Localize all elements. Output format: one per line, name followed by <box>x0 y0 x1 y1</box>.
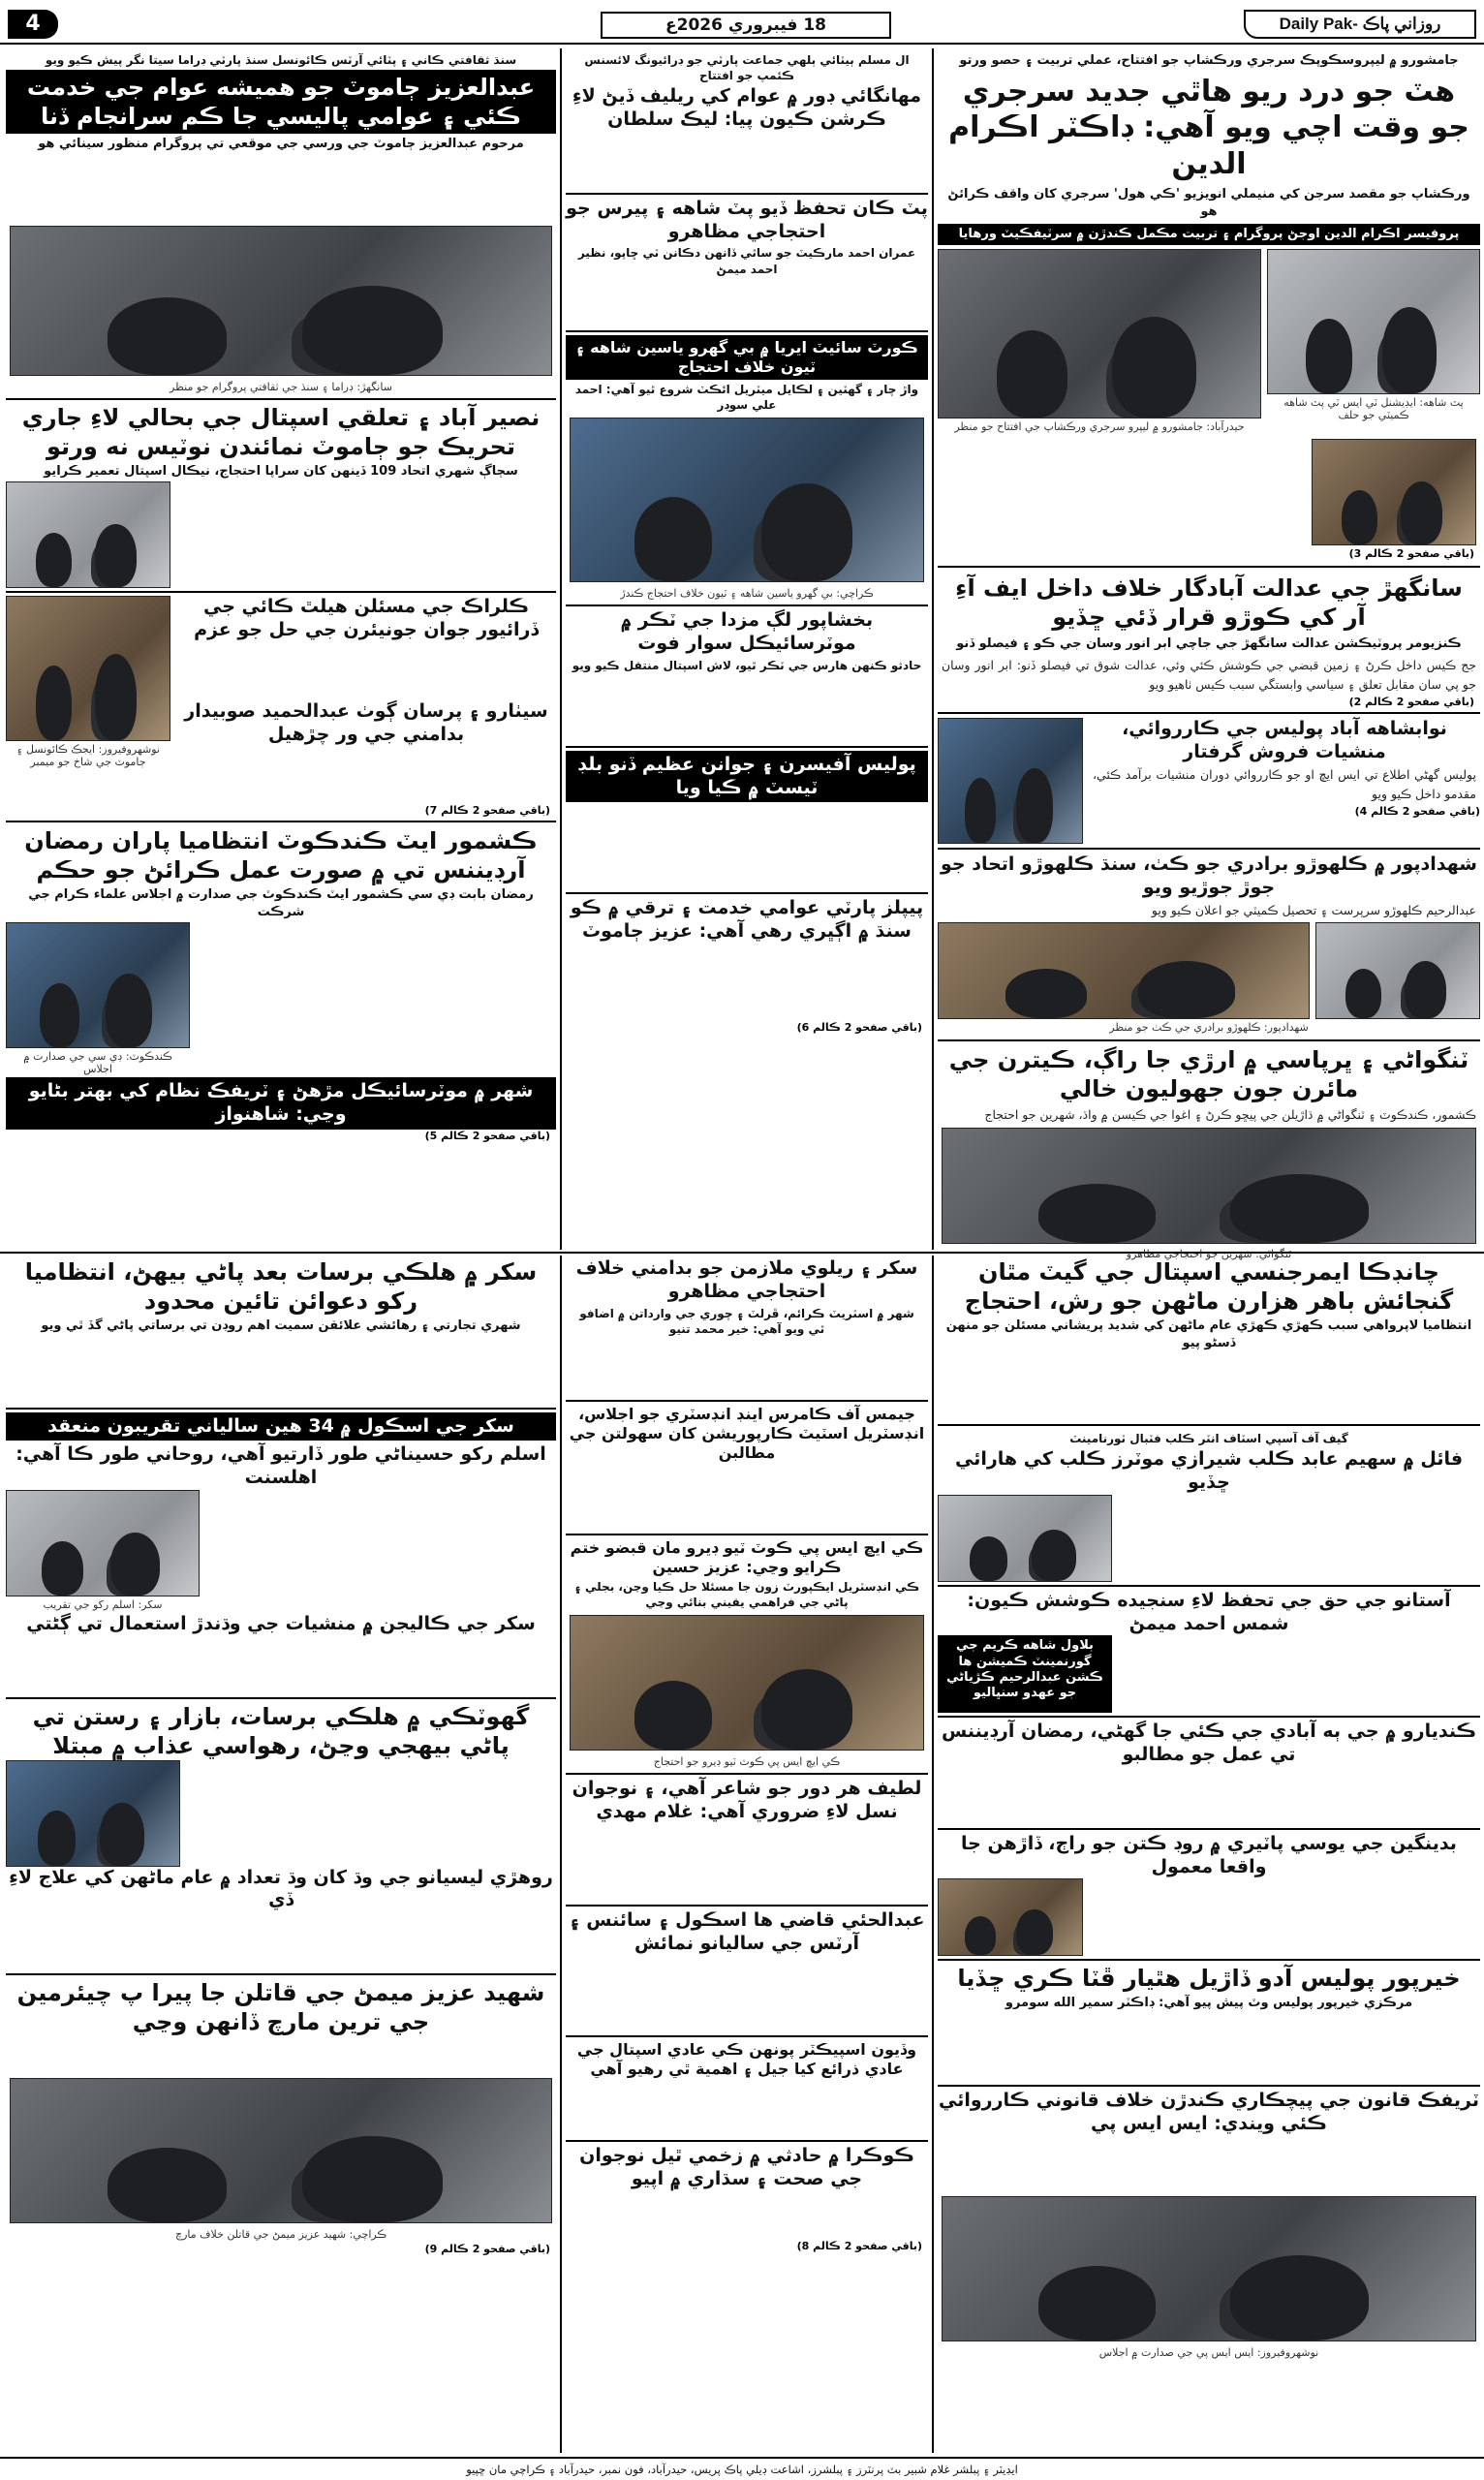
photo-caption: نوشهروفيروز: ايس ايس پي جي صدارت ۾ اجلاس <box>1098 2346 1319 2360</box>
photo-caption: نوشهروفيروز: ايجڪ ڪائونسل ۽ ڄاموٽ جي شاخ جو ميمبر <box>16 743 160 769</box>
story-headline: سکر ۾ هلڪي برسات بعد پاڻي بيهڻ، انتظاميا رکو دعوائن تائين محدود <box>24 1258 538 1315</box>
news-photo <box>6 1490 200 1596</box>
bottom-middle-column <box>566 1257 928 2430</box>
photo-caption: پٽ شاهه: ايڊيشنل ٽي ايس ٽي پٽ شاهه ڪميٽي جو حلف <box>1283 395 1464 421</box>
story-body-placeholder <box>938 1767 1480 1825</box>
column-rule <box>560 1256 562 2453</box>
story-body-placeholder <box>1118 1635 1480 1713</box>
story-body-placeholder <box>566 944 928 1021</box>
story-body-placeholder <box>176 642 556 700</box>
continuation-note: (باقي صفحو 2 ڪالم 8) <box>796 2239 922 2252</box>
photo-caption: ٽنگواڻي: شهرين جو احتجاجي مظاهرو <box>1126 1248 1292 1261</box>
story-headline: بخشاپور لڳ مزدا جي ٽڪر ۾ موٽرسائيڪل سوار فوت <box>620 609 874 654</box>
story-body-placeholder <box>176 481 556 588</box>
bottom-right-column <box>938 1257 1480 2430</box>
story-headline: فائل ۾ سهيم عابد ڪلب شيرازي موٽرز ڪلب کي هارائي ڇڏيو <box>954 1448 1464 1494</box>
news-photo <box>938 718 1083 844</box>
story-headline: نصير آباد ۽ تعلقي اسپتال جي بحالي لاءِ جاري تحريڪ جو ڄاموٽ نمائندن نوٽيس نه ورتو <box>21 403 541 460</box>
story-headline: اسلم رکو حسيناڻي طور ڏارتيو آهي، روحاني طور ڪا آهي: اهلسنت <box>15 1443 546 1489</box>
story-body-placeholder <box>566 675 928 743</box>
boxed-notice: بلاول شاهه ڪريم جي گورنمينٽ ڪميشن ها ڪشن عبدالرحيم ڪڙياڻي جو عهدو سنڀاليو <box>938 1635 1112 1713</box>
story-kicker: ال مسلم ٻيٽائي ٻلهي جماعت پارٽي جو ڊرائيونگ لائسنس ڪئمپ جو افتتاح <box>584 53 910 83</box>
photo-caption: شهدادپور: ڪلهوڙو برادري جي ڪٺ جو منظر <box>1109 1020 1309 1034</box>
story-subheading: واڙ چار ۽ گهٽين ۽ لڪايل ميٽريل ائڪٽ شروع ٿيو آهي: احمد علي سوڊر <box>574 382 919 412</box>
photo-caption: سکر: اسلم رکو جي تقريب <box>43 1597 163 1611</box>
story-subheading: شهر ۾ اسٽريٽ ڪرائم، ڦرلٽ ۽ چوري جي وارداتن ۾ اضافو ٿي ويو آهي: خير محمد تنيو <box>579 1306 914 1336</box>
issue-date: 18 فيبروري 2026ع <box>601 12 891 39</box>
story-headline: پيپلز پارٽي عوامي خدمت ۽ ترقي ۾ ڪو سنڌ ۾ اڳڀري رهي آهي: عزيز ڄاموٽ <box>570 897 924 943</box>
story-subheading: شهري تجارتي ۽ رهائشي علائقن سميت اهم روڊن تي برساتي پاڻي گڏ ٿي ويو <box>41 1318 521 1333</box>
story-headline: وڏيون اسپيڪٽر پونهن ڪي عادي اسپتال جي عادي ذرائع کيا جيل ۽ اهمية ٿي رهيو آهي <box>576 2040 917 2079</box>
story-subheading: مرڪزي خيرپور پوليس وٽ پيش پيو آهي: ڊاڪٽر سمير الله سومرو <box>1005 1996 1413 2011</box>
story-headline: گهوٽڪي ۾ هلڪي برسات، بازار ۽ رستن تي پاڻي بيهجي وڃڻ، رهواسي عذاب ۾ مبتلا <box>32 1702 530 1759</box>
story-subheading: ڪنزيومر پروٽيڪشن عدالت سانگهڙ جي جاچي ابر انور وسان جي ڪو ۽ فيصلو ڏنو <box>956 636 1462 651</box>
column-rule <box>932 48 934 1250</box>
story-body-placeholder <box>6 155 556 223</box>
news-photo <box>938 922 1310 1019</box>
news-photo <box>10 226 552 376</box>
lead-headline: عبدالعزيز ڄاموٽ جو هميشه عوام جي خدمت ڪئي ۽ عوامي پاليسي جا ڪم سرانجام ڏنا <box>6 70 556 134</box>
story-body-placeholder <box>566 802 928 889</box>
story-body-placeholder <box>205 1490 556 1606</box>
top-left-column <box>6 50 556 1250</box>
continuation-note: (باقي صفحو 2 ڪالم 7) <box>424 804 550 818</box>
news-photo <box>570 418 924 582</box>
top-right-column <box>938 50 1480 1261</box>
story-body-placeholder <box>938 2014 1480 2082</box>
story-headline: عبدالحئي قاضي ها اسڪول ۽ سائنس ۽ آرٽس جي ساليانو نمائش <box>569 1908 925 1954</box>
continuation-note: (باقي صفحو 2 ڪالم 3) <box>1348 546 1474 560</box>
story-body-placeholder <box>938 2135 1480 2193</box>
story-headline: لطيف هر دور جو شاعر آهي، ۽ نوجوان نسل لاءِ ضروري آهي: غلام مهدي <box>572 1778 922 1822</box>
news-photo <box>6 481 170 588</box>
story-headline: ٽنگواڻي ۽ ڀرپاسي ۾ ارڙي جا راڳ، ڪيترن جي مائرن جون جهوليون خالي <box>948 1045 1469 1102</box>
story-subheading: رمضان بابت ڊي سي ڪشمور ايٽ ڪندڪوٽ جي صدارت ۾ اجلاس علماء ڪرام جي شرڪت <box>28 887 534 919</box>
story-headline: مهانگائي ڊور ۾ عوام کي ريليف ڏيڻ لاءِ ڪرشن ڪيون پيا: ليڪ سلطان <box>572 85 922 131</box>
continuation-note: (باقي صفحو 2 ڪالم 2) <box>1348 695 1474 708</box>
top-middle-column <box>566 50 928 1250</box>
story-headline: سکر جي ڪاليجن ۾ منشيات جي وڌندڙ استعمال تي ڳڻتي <box>26 1612 536 1634</box>
continuation-note: (باقي صفحو 2 ڪالم 6) <box>796 1020 922 1034</box>
story-headline: بدينگين جي يوسي پاٽيري ۾ روڊ ڪتن جو راڄ، ڏاڙهن جا واقعا معمول <box>961 1832 1457 1877</box>
photo-caption: ڪراچي: بي گهرو ياسين شاهه ۽ ٽيون خلاف احتجاج ڪندڙ <box>620 587 874 601</box>
story-body-placeholder <box>1089 1878 1480 1956</box>
news-photo <box>938 1495 1112 1582</box>
photo-caption: سانگهڙ: ڊراما ۽ سنڌ جي ثقافتي پروگرام جو منظر <box>170 380 392 393</box>
story-body-placeholder <box>196 922 556 1068</box>
lead-headline: هٽ جو درد ريو هاٿي جديد سرجري جو وقت اچي ويو آهي: ڊاڪٽر اڪرام الدين <box>948 74 1469 181</box>
story-headline: سيٺارو ۽ پرسان ڳوٺ عبدالحميد صوبيدار بدامني جي ور چڙهيل <box>184 699 548 745</box>
story-headline: ڪلراڪ جي مسئلن هيلٿ ڪائي جي ڏرائيور جوان جونيئرن جي حل جو عزم <box>194 596 539 641</box>
story-body-placeholder <box>566 1955 928 2032</box>
paper-name: روزاني پاڪ -Daily Pak <box>1244 10 1476 39</box>
imprint-footer: ايڊيٽر ۽ پبلشر غلام شبير بٽ پرنٽرز ۽ پبلشرز، اشاعت ڊيلي پاڪ پريس، حيدرآباد، فون نمبر، حيدرآباد ۽ ڪراچي مان ڇپيو <box>0 2457 1484 2480</box>
story-body-placeholder <box>566 132 928 190</box>
news-photo <box>6 922 190 1048</box>
story-headline: سانگهڙ جي عدالت آبادگار خلاف داخل ايف آءِ آر کي ڪوڙو قرار ڏئي ڇڏيو <box>955 574 1463 631</box>
masthead <box>0 0 1484 45</box>
column-rule <box>560 48 562 1250</box>
column-rule <box>932 1256 934 2453</box>
story-headline: خيرپور پوليس آدو ڏاڙيل هٿيار ڦٽا ڪري ڇڏيا <box>957 1965 1461 1993</box>
story-kicker: گيف آف آسپي اسٽاف انٽر ڪلب فٽبال ٽورنامينٽ <box>1069 1432 1348 1446</box>
story-body: ڪشمور، ڪندڪوٽ ۽ ٽنگواڻي ۾ ڌاڙيلن جي پيڇو ڪرڻ ۽ اغوا جي ڪيسن ۾ واڌ، شهرين جو احتجاج <box>984 1106 1476 1122</box>
story-body-placeholder <box>566 2079 928 2137</box>
story-body-placeholder <box>176 746 556 804</box>
story-headline: شهدادپور ۾ ڪلهوڙو برادري جو ڪٺ، سنڌ ڪلهوڙو اتحاد جو جوڙ جوڙيو ويو <box>941 852 1477 898</box>
news-photo <box>10 2078 552 2223</box>
story-headline: سکر جي اسڪول ۾ 34 هين سالياني تقريبون منعقد <box>6 1412 556 1442</box>
story-subheading: ورڪشاپ جو مقصد سرجن کي منيملي انويزيو 'ڪي هول' سرجري کان واقف ڪرائڻ هو <box>947 187 1470 219</box>
story-body: جج ڪيس داخل ڪرڻ ۽ زمين قبضي جي ڪوشش ڪئي وئي، عدالت شوق تي فيصلو ڏنو: ابر انور وسان جو پي سان مقابل تعلق ۽ سياسي وابستگي سبب ڪيس ٺاهيو ويو <box>942 658 1476 692</box>
story-body-placeholder <box>6 1337 556 1405</box>
photo-caption: حيدرآباد: جامشورو ۾ ليپرو سرجري ورڪشاپ جي افتتاح جو منظر <box>954 419 1245 433</box>
story-body-placeholder <box>6 1912 556 1970</box>
story-subheading: حادثو ڪنهن هارس جي ٽڪر ٿيو، لاش اسپتال منتقل ڪيو ويو <box>572 658 922 672</box>
story-body-placeholder <box>566 279 928 327</box>
story-headline: چانڊڪا ايمرجنسي اسپتال جي گيٽ مٿان گنجائش باهر هزارن ماڻهن جو رش، احتجاج <box>964 1258 1454 1315</box>
story-headline: روهڙي ليسيانو جي وڌ کان وڌ تعداد ۾ عام ماڻهن کي علاج لاءِ ڏي <box>9 1866 553 1911</box>
story-body-placeholder <box>566 1339 928 1397</box>
story-headline: شهر ۾ موٽرسائيڪل مڙهڻ ۽ ٽريفڪ نظام کي بهتر بڻايو وڃي: شاهنواز <box>6 1077 556 1130</box>
news-photo <box>1267 249 1480 394</box>
story-headline: ڪي ايڇ ايس پي ڪوٽ ٽيو ڊيرو مان قبضو ختم ڪرايو وڃي: عزيز حسين <box>570 1537 924 1576</box>
story-headline: پوليس آفيسرن ۽ جوانن عظيم ڏنو بلڊ ٽيسٽ ۾ ڪيا ويا <box>566 751 928 803</box>
story-kicker: جامشورو ۾ ليپروسڪوپڪ سرجري ورڪشاپ جو افتتاح، عملي تربيت ۽ حصو ورتو <box>959 53 1459 68</box>
news-photo <box>1315 922 1480 1019</box>
story-body-placeholder <box>1118 1495 1480 1582</box>
story-kicker: سنڌ ثقافتي ڪاني ۽ پٽائي آرٽس ڪائونسل سنڌ پارٽي ڊراما سيتا نگر پيش ڪيو ويو <box>45 53 517 67</box>
story-body-placeholder <box>6 2036 556 2075</box>
story-subheading: سڄاڳ شهري اتحاد 109 ڏينهن کان سراپا احتجاج، نيڪال اسپتال تعمير ڪرايو <box>44 463 518 479</box>
story-headline: شهيد عزيز ميمڻ جي قاتلن جا پيرا پ چيئرمين جي ترين مارچ ڏانهن وڃي <box>16 1979 545 2036</box>
page-number: 4 <box>8 10 58 39</box>
story-body-placeholder <box>6 1636 556 1694</box>
story-body-placeholder <box>566 2191 928 2240</box>
bottom-left-column <box>6 1257 556 2430</box>
story-body: عبدالرحيم ڪلهوڙو سرپرست ۽ تحصيل ڪميٽي جو اعلان ڪيو ويو <box>1151 903 1476 918</box>
story-headline: ڪشمور ايٽ ڪندڪوٽ انتظاميا پاران رمضان آرڊيننس تي ۾ صورت عمل ڪرائڻ جو حڪم <box>24 827 538 884</box>
story-headline: سکر ۽ ريلوي ملازمن جو بدامني خلاف احتجاجي مظاهرو <box>575 1257 918 1302</box>
story-body: پوليس گهڻي اطلاع تي ايس ايڇ او جو ڪارروائي دوران منشيات برآمد ڪئي، مقدمو داخل ڪيو ويو <box>1093 767 1476 801</box>
story-subheading-boxed: پروفيسر اڪرام الدين اوجڻ پروگرام ۽ تربيت مڪمل ڪندڙن ۾ سرٽيفڪيٽ ورهايا <box>938 224 1480 245</box>
story-headline: ڪوڪرا ۾ حادثي ۾ زخمي ٿيل نوجوان جي صحت ۽ سڌاري ۾ اپيو <box>579 2145 914 2189</box>
photo-caption: ڪندڪوٽ: ڊي سي جي صدارت ۾ اجلاس <box>23 1050 172 1076</box>
photo-caption: ڪراچي: شهيد عزيز ميمڻ جي قاتلن خلاف مارچ <box>175 2228 386 2242</box>
story-subheading: مرحوم عبدالعزيز ڄاموٽ جي ورسي جي موقعي تي پروگرام منظور سينائي هو <box>38 137 524 152</box>
news-photo <box>938 1878 1083 1956</box>
story-headline: پٽ ڪان تحفظ ڏيو پٽ شاهه ۽ پيرس جو احتجاجي مظاهرو <box>566 197 928 242</box>
story-headline: آستانو جي حق جي تحفظ لاءِ سنجيده ڪوشش ڪيون: شمس احمد ميمڻ <box>967 1589 1451 1634</box>
continuation-note: (باقي صفحو 2 ڪالم 4) <box>1354 805 1480 819</box>
story-headline: جيمس آف ڪامرس اينڊ انڊسٽري جو اجلاس، انڊسٽريل اسٽيٽ ڪارپوريشن کان سهولتن جي مطالبن <box>569 1404 925 1462</box>
story-body-placeholder <box>566 1463 928 1531</box>
news-photo <box>6 1760 180 1867</box>
story-subheading: ڪي انڊسٽريل ايڪپورٽ زون جا مسئلا حل ڪيا وڃن، بجلي ۽ پاڻي جي فراهمي يقيني بنائي وڃي <box>573 1579 920 1610</box>
news-photo <box>1312 439 1476 545</box>
news-photo <box>938 249 1261 418</box>
story-subheading: انتظاميا لاپرواهي سبب ڪهڙي ڪهڙي عام ماڻهن کي شديد پريشاني مسئلن جو منهن ڏسڻو پيو <box>945 1318 1472 1350</box>
news-photo <box>6 596 170 741</box>
story-headline: ٽريفڪ قانون جي پيچڪاري ڪندڙن خلاف قانوني ڪارروائي ڪئي ويندي: ايس ايس پي <box>939 2089 1479 2134</box>
photo-caption: ڪي ايڇ ايس پي ڪوٽ ٽيو ڊيرو جو احتجاج <box>653 1755 841 1769</box>
story-headline: ڪنديارو ۾ جي ٻه آبادي جي ڪئي جا گهڻي، رمضان آرڊيننس تي عمل جو مطالبو <box>941 1720 1477 1766</box>
news-photo <box>942 1128 1476 1244</box>
continuation-note: (باقي صفحو 2 ڪالم 9) <box>424 2243 550 2256</box>
story-subheading: عمران احمد مارڪيٽ جو ساٿي ڏانهن دڪانن ٽي ڇاپو، نظير احمد ميمڻ <box>577 246 916 276</box>
story-headline: نوابشاهه آباد پوليس جي ڪارروائي، منشيات فروش گرفتار <box>1122 717 1447 762</box>
story-body-placeholder <box>186 1760 556 1867</box>
story-headline: ڪورٽ سائيٽ ايريا ۾ بي گهرو ياسين شاهه ۽ ٽيون خلاف احتجاج <box>566 335 928 380</box>
continuation-note: (باقي صفحو 2 ڪالم 5) <box>424 1129 550 1142</box>
news-photo <box>942 2196 1476 2341</box>
story-body-placeholder <box>566 1824 928 1902</box>
story-body-placeholder <box>938 1353 1480 1421</box>
news-photo <box>570 1615 924 1751</box>
